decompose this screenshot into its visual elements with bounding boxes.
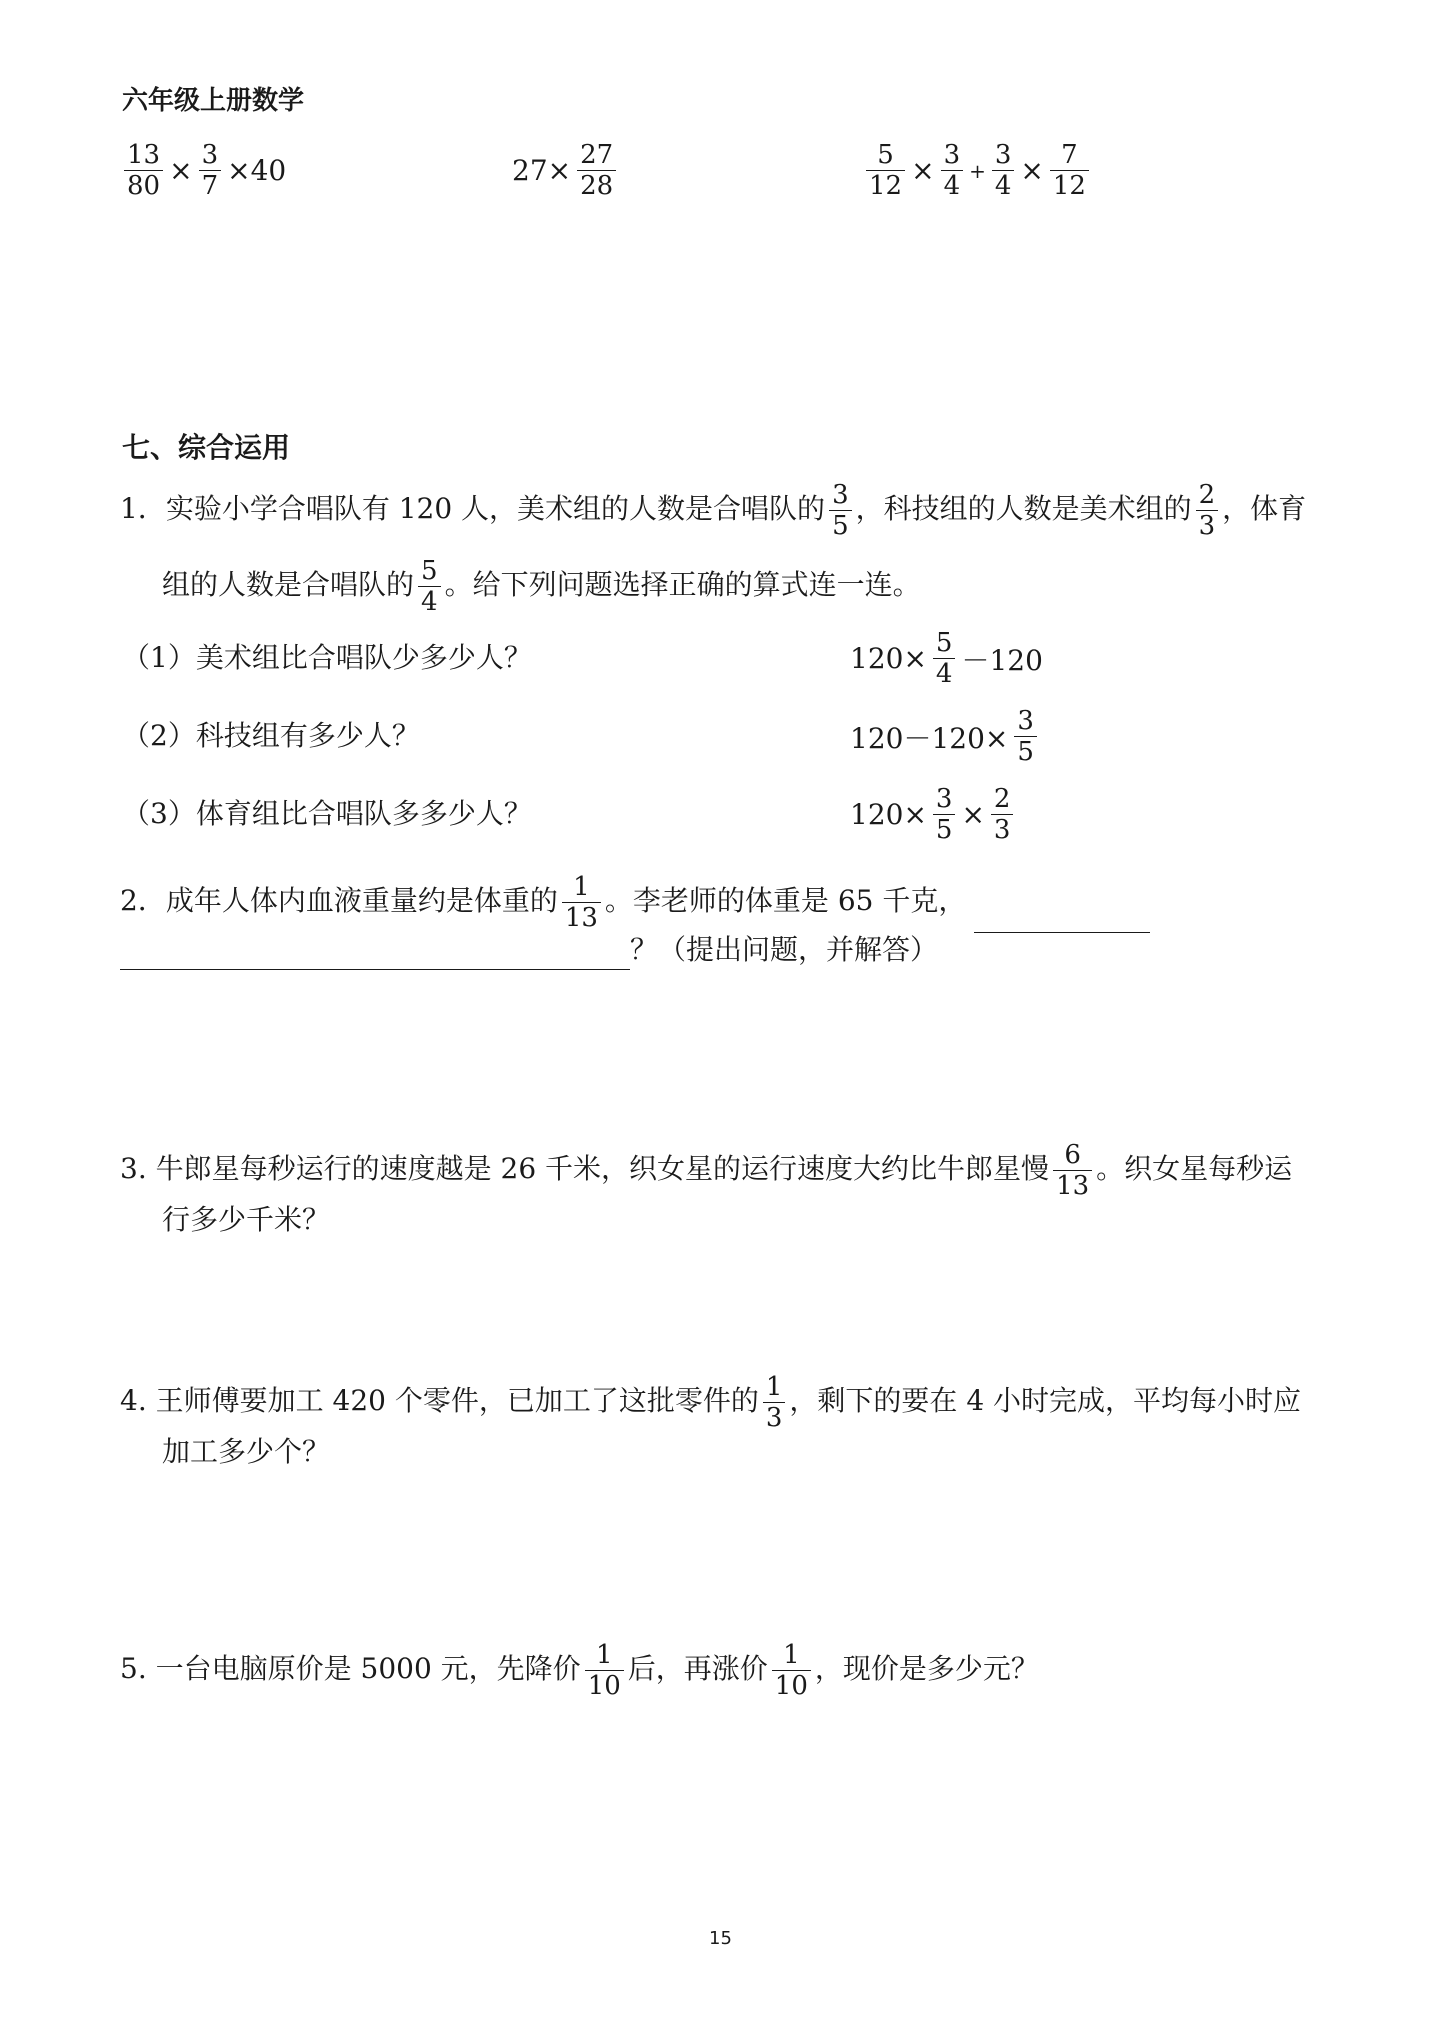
fraction: $\frac{7}{12}$ <box>1050 140 1089 201</box>
fraction: $\frac{1}{10}$ <box>585 1640 624 1701</box>
question-4-line-2: 加工多少个？ <box>162 1435 331 1468</box>
question-3-line-2: 行多少千米？ <box>162 1203 331 1236</box>
fraction: $\frac{3}{5}$ <box>1014 706 1037 767</box>
question-2-line-2: ？（提出问题，并解答） <box>120 930 938 970</box>
match-expression-2: 120－120× $\frac{3}{5}$ <box>848 706 1041 767</box>
question-4-line-1: 4. 王师傅要加工 420 个零件，已加工了这批零件的 $\frac{1}{3}$ ，剩下的要在 4 小时完成，平均每小时应 <box>120 1372 1302 1433</box>
page-number: 15 <box>709 1928 732 1949</box>
match-question-2: （2）科技组有多少人？ <box>122 719 420 752</box>
question-1-line-2: 组的人数是合唱队的 $\frac{5}{4}$ 。给下列问题选择正确的算式连一连。 <box>162 556 921 617</box>
match-question-1: （1）美术组比合唱队少多少人？ <box>122 641 532 674</box>
calc-expression-3: $\frac{5}{12}$ × $\frac{3}{4}$ + $\frac{3}{4}$ × $\frac{7}{12}$ <box>862 140 1093 201</box>
fraction: $\frac{1}{13}$ <box>562 872 601 933</box>
answer-blank-1[interactable] <box>974 902 1150 933</box>
calc-expression-1: $\frac{13}{80}$ × $\frac{3}{7}$ ×40 <box>120 140 288 201</box>
question-5-line-1: 5. 一台电脑原价是 5000 元，先降价 $\frac{1}{10}$ 后，再涨价 $\frac{1}{10}$ ，现价是多少元？ <box>120 1640 1039 1701</box>
fraction: $\frac{1}{3}$ <box>763 1372 786 1433</box>
match-question-3: （3）体育组比合唱队多多少人？ <box>122 797 532 830</box>
question-1-line-1: 1．实验小学合唱队有 120 人，美术组的人数是合唱队的 $\frac{3}{5}$ ，科技组的人数是美术组的 $\frac{2}{3}$ ，体育 <box>120 480 1307 541</box>
answer-blank-2[interactable] <box>120 939 630 970</box>
fraction: $\frac{3}{4}$ <box>992 140 1015 201</box>
fraction: $\frac{2}{3}$ <box>1196 480 1219 541</box>
question-3-line-1: 3. 牛郎星每秒运行的速度越是 26 千米，织女星的运行速度大约比牛郎星慢 $\frac{6}{13}$ 。织女星每秒运 <box>120 1140 1293 1201</box>
fraction: $\frac{6}{13}$ <box>1053 1140 1092 1201</box>
question-2-line-1: 2．成年人体内血液重量约是体重的 $\frac{1}{13}$ 。李老师的体重是 65 千克， <box>120 872 1150 933</box>
fraction: $\frac{13}{80}$ <box>124 140 163 201</box>
fraction: $\frac{5}{4}$ <box>933 628 956 689</box>
fraction: $\frac{2}{3}$ <box>991 784 1014 845</box>
fraction: $\frac{3}{7}$ <box>199 140 222 201</box>
page-header-title: 六年级上册数学 <box>122 86 305 116</box>
fraction: $\frac{1}{10}$ <box>772 1640 811 1701</box>
match-expression-1: 120× $\frac{5}{4}$ －120 <box>850 628 1043 689</box>
section-title: 七、综合运用 <box>122 431 291 464</box>
match-expression-3: 120× $\frac{3}{5}$ × $\frac{2}{3}$ <box>848 784 1017 845</box>
fraction: $\frac{3}{5}$ <box>829 480 852 541</box>
fraction: $\frac{3}{5}$ <box>933 784 956 845</box>
fraction: $\frac{27}{28}$ <box>577 140 616 201</box>
fraction: $\frac{3}{4}$ <box>941 140 964 201</box>
calc-expression-2: 27× $\frac{27}{28}$ <box>510 140 620 201</box>
fraction: $\frac{5}{12}$ <box>866 140 905 201</box>
fraction: $\frac{5}{4}$ <box>418 556 441 617</box>
